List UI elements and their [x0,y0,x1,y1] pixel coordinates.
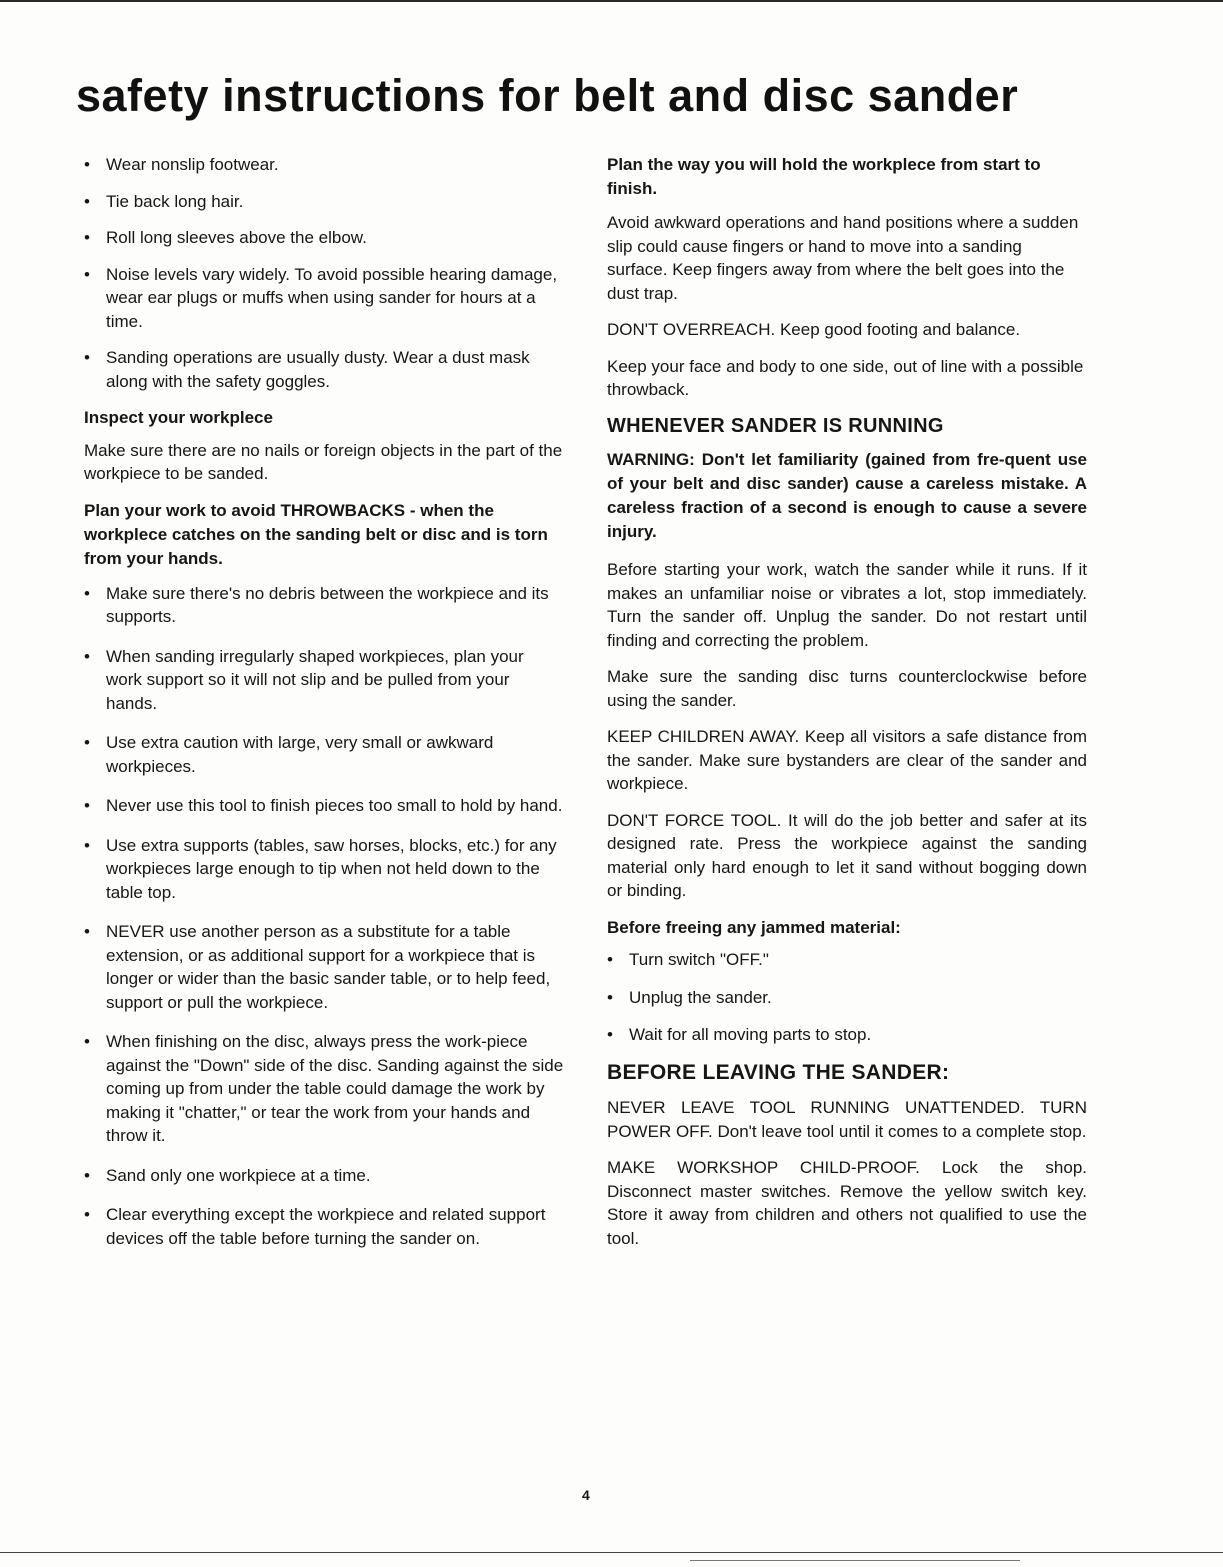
page-title: safety instructions for belt and disc sander [76,70,1019,121]
list-item: • Clear everything except the workpiece and related support devices off the table before turning the sander on. [84,1203,564,1250]
running-heading: WHENEVER SANDER IS RUNNING [607,414,944,437]
list-item: • Roll long sleeves above the elbow. [84,226,564,250]
list-item: • Tie back long hair. [84,190,564,214]
list-item: • NEVER use another person as a substitute for a table extension, or as additional support for a workpiece that is longer or wider than the basic sander table, or to help feed, support or pull the workpiece. [84,920,564,1014]
running-paragraph: DON'T FORCE TOOL. It will do the job better and safer at its designed rate. Press the workpiece against the sanding material only hard enough to let it sand without bogging down or binding. [607,810,1087,900]
list-item: • When finishing on the disc, always press the work-piece against the "Down" side of the disc. Sanding against the side coming up from under the table could damage the work by making it "chatter," or tear the work from your hands and throw it. [84,1030,564,1148]
list-item: • Wear nonslip footwear. [84,153,564,177]
list-item: • Turn switch "OFF." [607,948,1087,972]
plan-paragraph: Avoid awkward operations and hand positions where a sudden slip could cause fingers or hand to move into a sanding surface. Keep fingers away from where the belt goes into the dust trap. [607,213,1079,303]
jammed-heading: Before freeing any jammed material: [607,917,901,937]
page-number: 4 [582,1487,590,1503]
plan-heading: Plan the way you will hold the workplece from start to finish. [607,155,1041,198]
list-item: • Never use this tool to finish pieces too small to hold by hand. [84,794,564,818]
bottom-rule [0,1552,1223,1553]
leaving-paragraph: NEVER LEAVE TOOL RUNNING UNATTENDED. TURN POWER OFF. Don't leave tool until it comes to a complete stop. [607,1098,1087,1141]
running-paragraph: Before starting your work, watch the sander while it runs. If it makes an unfamiliar noise or vibrates a lot, stop immediately. Turn the sander off. Unplug the sander. Do not restart until finding and correcting the problem. [607,560,1087,650]
running-paragraph: Make sure the sanding disc turns counterclockwise before using the sander. [607,667,1087,710]
leaving-paragraph: MAKE WORKSHOP CHILD-PROOF. Lock the shop. Disconnect master switches. Remove the yellow switch key. Store it away from children and others not qualified to use the tool. [607,1158,1087,1248]
list-item: • Noise levels vary widely. To avoid possible hearing damage, wear ear plugs or muffs when using sander for hours at a time. [84,263,564,334]
throwbacks-heading: Plan your work to avoid THROWBACKS - when the workplece catches on the sanding belt or disc and is torn from your hands. [84,500,548,568]
list-item: • Make sure there's no debris between the workpiece and its supports. [84,582,564,629]
throwback-prevention-list [84,582,564,1251]
leaving-heading: BEFORE LEAVING THE SANDER: [607,1060,950,1084]
plan-paragraph: DON'T OVERREACH. Keep good footing and balance. [607,320,1021,339]
inspect-text: Make sure there are no nails or foreign objects in the part of the workpiece to be sanded. [84,440,563,483]
right-column [607,153,1087,1263]
list-item: • Unplug the sander. [607,986,1087,1010]
left-column [84,153,564,1266]
list-item: • Wait for all moving parts to stop. [607,1023,1087,1047]
list-item: • When sanding irregularly shaped workpieces, plan your work support so it will not slip and be pulled from your hands. [84,645,564,716]
running-paragraph: KEEP CHILDREN AWAY. Keep all visitors a safe distance from the sander. Make sure bystanders are clear of the sander and workpiece. [607,727,1087,793]
top-rule [0,0,1223,2]
list-item: • Sand only one workpiece at a time. [84,1164,564,1188]
list-item: • Use extra caution with large, very small or awkward workpieces. [84,731,564,778]
list-item: • Use extra supports (tables, saw horses, blocks, etc.) for any workpieces large enough to tip when not held down to the table top. [84,834,564,905]
bottom-rule-short [690,1560,1020,1561]
jammed-material-list [607,948,1087,1047]
warning-text: WARNING: Don't let familiarity (gained from fre-quent use of your belt and disc sander) cause a careless mistake. A careless fraction of a second is enough to cause a severe injury. [607,450,1087,541]
inspect-heading: Inspect your workplece [84,408,273,427]
general-safety-list [84,153,564,393]
plan-paragraph: Keep your face and body to one side, out of line with a possible throwback. [607,356,1084,399]
list-item: • Sanding operations are usually dusty. Wear a dust mask along with the safety goggles. [84,346,564,393]
